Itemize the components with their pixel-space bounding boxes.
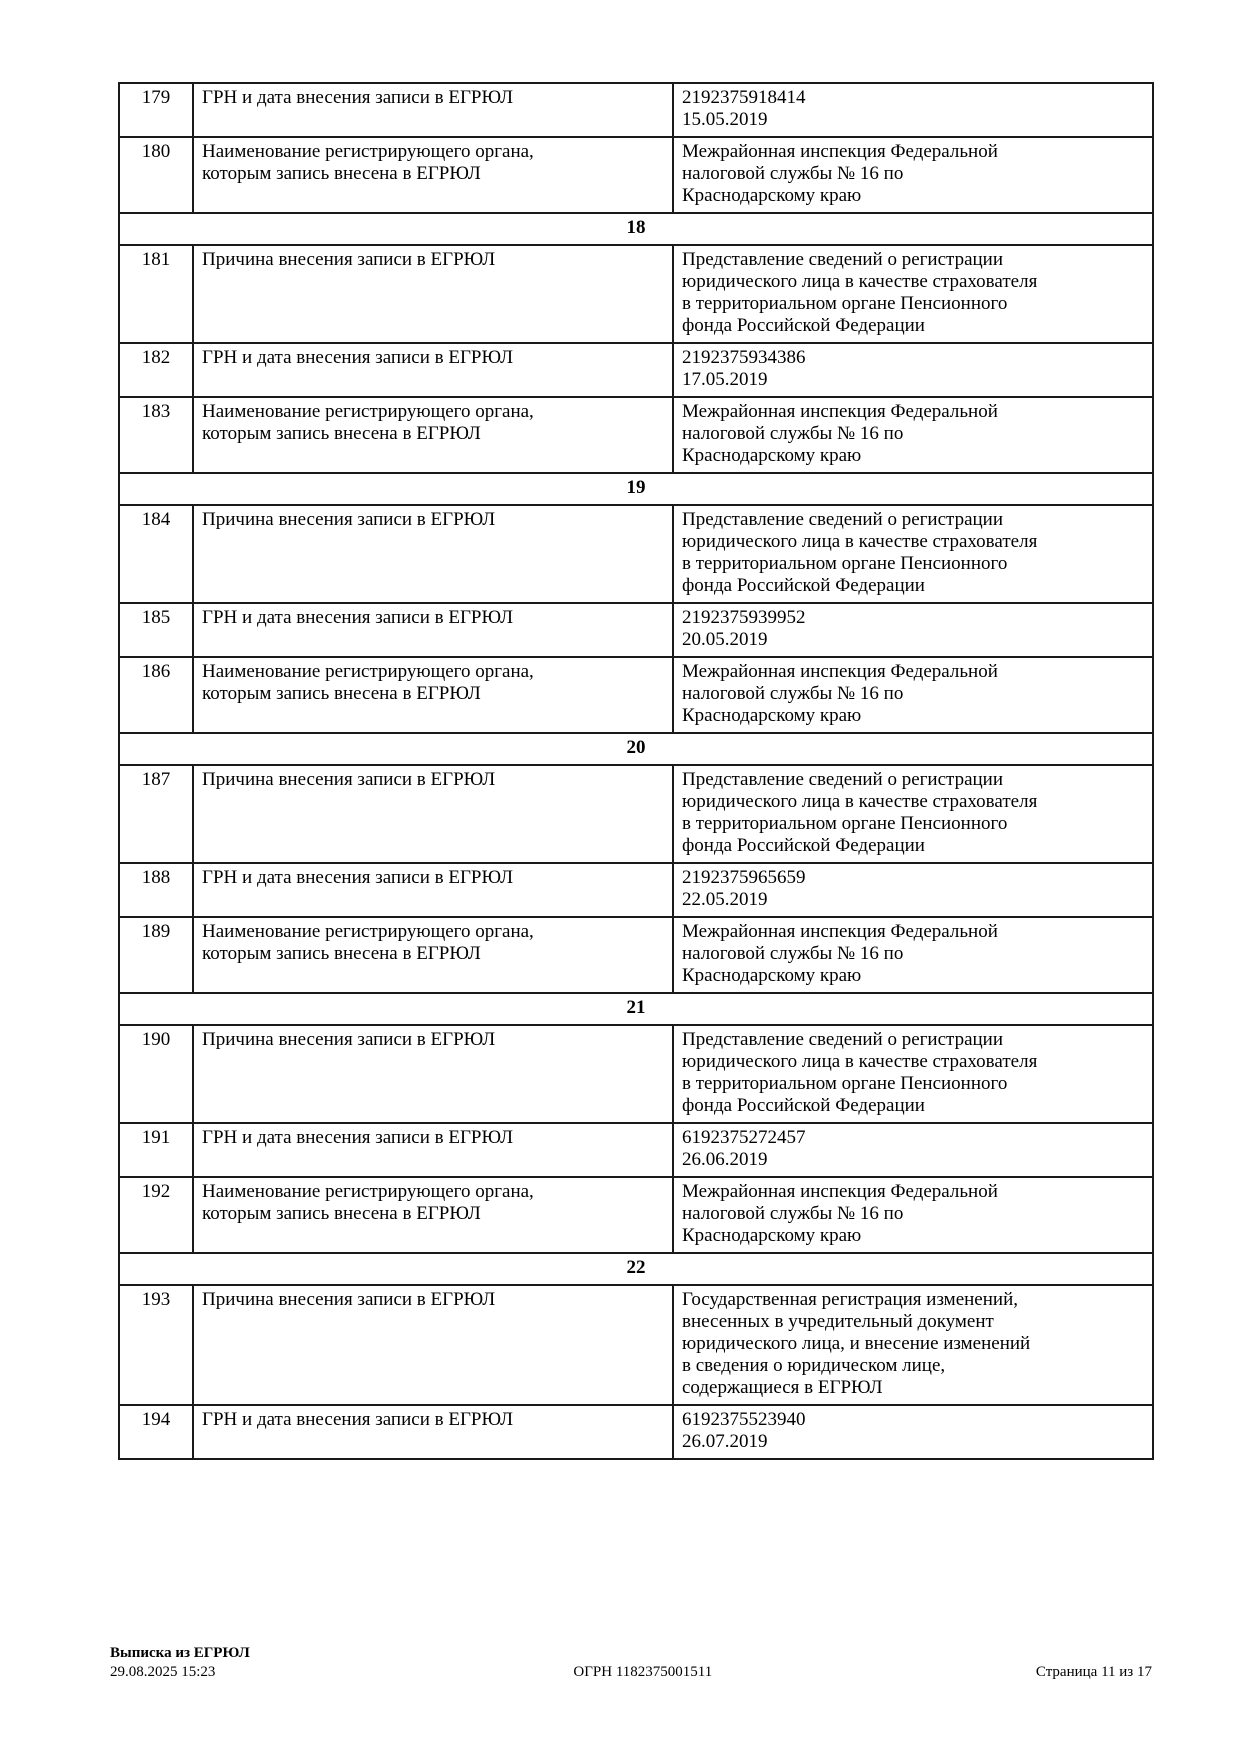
text-line: Представление сведений о регистрации bbox=[682, 509, 1004, 530]
section-number: 18 bbox=[119, 213, 1153, 245]
text-line: фонда Российской Федерации bbox=[682, 1095, 925, 1116]
text-line: 2192375965659 bbox=[682, 867, 806, 888]
row-label bbox=[193, 1123, 673, 1177]
table-row bbox=[119, 505, 1153, 603]
footer-datetime: 29.08.2025 15:23 bbox=[110, 1664, 216, 1680]
text-line: налоговой службы № 16 по bbox=[682, 163, 904, 184]
text-line: Государственная регистрация изменений, bbox=[682, 1289, 1018, 1310]
text-line: Наименование регистрирующего органа, bbox=[202, 401, 534, 422]
row-value bbox=[673, 343, 1153, 397]
row-label bbox=[193, 765, 673, 863]
row-number: 194 bbox=[119, 1405, 193, 1459]
row-label bbox=[193, 1405, 673, 1459]
row-number: 180 bbox=[119, 137, 193, 213]
row-number: 187 bbox=[119, 765, 193, 863]
row-label bbox=[193, 1285, 673, 1405]
text-line: в сведения о юридическом лице, bbox=[682, 1355, 946, 1376]
text-line: 6192375272457 bbox=[682, 1127, 806, 1148]
text-line: Причина внесения записи в ЕГРЮЛ bbox=[202, 509, 496, 530]
row-number: 183 bbox=[119, 397, 193, 473]
text-line: в территориальном органе Пенсионного bbox=[682, 553, 1008, 574]
text-line: Представление сведений о регистрации bbox=[682, 769, 1004, 790]
table-row bbox=[119, 343, 1153, 397]
text-line: которым запись внесена в ЕГРЮЛ bbox=[202, 1203, 481, 1224]
text-line: фонда Российской Федерации bbox=[682, 835, 925, 856]
row-label bbox=[193, 603, 673, 657]
row-number: 191 bbox=[119, 1123, 193, 1177]
footer-page-number: Страница 11 из 17 bbox=[1035, 1664, 1152, 1680]
text-line: 2192375934386 bbox=[682, 347, 806, 368]
text-line: в территориальном органе Пенсионного bbox=[682, 1073, 1008, 1094]
row-label bbox=[193, 245, 673, 343]
text-line: юридического лица в качестве страхователя bbox=[682, 531, 1038, 552]
text-line: которым запись внесена в ЕГРЮЛ bbox=[202, 943, 481, 964]
table-row bbox=[119, 83, 1153, 137]
section-number: 21 bbox=[119, 993, 1153, 1025]
section-row bbox=[119, 1253, 1153, 1285]
text-line: Причина внесения записи в ЕГРЮЛ bbox=[202, 249, 496, 270]
row-label bbox=[193, 1025, 673, 1123]
text-line: Наименование регистрирующего органа, bbox=[202, 661, 534, 682]
row-value bbox=[673, 657, 1153, 733]
row-value bbox=[673, 1177, 1153, 1253]
table-row bbox=[119, 1285, 1153, 1405]
row-value bbox=[673, 397, 1153, 473]
section-row bbox=[119, 733, 1153, 765]
text-line: Наименование регистрирующего органа, bbox=[202, 921, 534, 942]
table-row bbox=[119, 765, 1153, 863]
table-row bbox=[119, 603, 1153, 657]
section-number: 20 bbox=[119, 733, 1153, 765]
text-line: налоговой службы № 16 по bbox=[682, 1203, 904, 1224]
row-number: 182 bbox=[119, 343, 193, 397]
text-line: Межрайонная инспекция Федеральной bbox=[682, 1181, 998, 1202]
text-line: в территориальном органе Пенсионного bbox=[682, 813, 1008, 834]
table-row bbox=[119, 397, 1153, 473]
row-label bbox=[193, 863, 673, 917]
row-value bbox=[673, 1405, 1153, 1459]
text-line: ГРН и дата внесения записи в ЕГРЮЛ bbox=[202, 347, 513, 368]
text-line: Краснодарскому краю bbox=[682, 445, 862, 466]
row-label bbox=[193, 397, 673, 473]
row-number: 193 bbox=[119, 1285, 193, 1405]
text-line: ГРН и дата внесения записи в ЕГРЮЛ bbox=[202, 87, 513, 108]
text-line: Межрайонная инспекция Федеральной bbox=[682, 921, 998, 942]
text-line: Краснодарскому краю bbox=[682, 705, 862, 726]
text-line: налоговой службы № 16 по bbox=[682, 683, 904, 704]
text-line: Представление сведений о регистрации bbox=[682, 1029, 1004, 1050]
row-value bbox=[673, 917, 1153, 993]
section-row bbox=[119, 213, 1153, 245]
egrul-table bbox=[118, 82, 1154, 1460]
text-line: налоговой службы № 16 по bbox=[682, 423, 904, 444]
text-line: которым запись внесена в ЕГРЮЛ bbox=[202, 423, 481, 444]
table-row bbox=[119, 917, 1153, 993]
text-line: 17.05.2019 bbox=[682, 369, 768, 390]
text-line: ГРН и дата внесения записи в ЕГРЮЛ bbox=[202, 1127, 513, 1148]
text-line: налоговой службы № 16 по bbox=[682, 943, 904, 964]
row-value bbox=[673, 603, 1153, 657]
footer-left bbox=[110, 1644, 250, 1682]
row-label bbox=[193, 1177, 673, 1253]
table-row bbox=[119, 1025, 1153, 1123]
page-footer bbox=[110, 1644, 1152, 1682]
table-row bbox=[119, 1405, 1153, 1459]
table-row bbox=[119, 1177, 1153, 1253]
text-line: Межрайонная инспекция Федеральной bbox=[682, 661, 998, 682]
text-line: юридического лица в качестве страхователя bbox=[682, 1051, 1038, 1072]
row-value bbox=[673, 83, 1153, 137]
text-line: юридического лица в качестве страхователя bbox=[682, 271, 1038, 292]
row-value bbox=[673, 765, 1153, 863]
row-value bbox=[673, 863, 1153, 917]
table-row bbox=[119, 245, 1153, 343]
table-row bbox=[119, 863, 1153, 917]
text-line: внесенных в учредительный документ bbox=[682, 1311, 994, 1332]
text-line: Краснодарскому краю bbox=[682, 965, 862, 986]
row-label bbox=[193, 343, 673, 397]
table-row bbox=[119, 137, 1153, 213]
text-line: которым запись внесена в ЕГРЮЛ bbox=[202, 683, 481, 704]
text-line: Причина внесения записи в ЕГРЮЛ bbox=[202, 1289, 496, 1310]
text-line: содержащиеся в ЕГРЮЛ bbox=[682, 1377, 883, 1398]
text-line: Краснодарскому краю bbox=[682, 1225, 862, 1246]
row-value bbox=[673, 1285, 1153, 1405]
row-value bbox=[673, 137, 1153, 213]
row-label bbox=[193, 505, 673, 603]
footer-doc-name: Выписка из ЕГРЮЛ bbox=[110, 1645, 250, 1661]
row-label bbox=[193, 917, 673, 993]
text-line: Наименование регистрирующего органа, bbox=[202, 141, 534, 162]
text-line: ГРН и дата внесения записи в ЕГРЮЛ bbox=[202, 867, 513, 888]
text-line: в территориальном органе Пенсионного bbox=[682, 293, 1008, 314]
row-number: 185 bbox=[119, 603, 193, 657]
text-line: Причина внесения записи в ЕГРЮЛ bbox=[202, 1029, 496, 1050]
text-line: Представление сведений о регистрации bbox=[682, 249, 1004, 270]
row-number: 181 bbox=[119, 245, 193, 343]
row-label bbox=[193, 83, 673, 137]
row-value bbox=[673, 245, 1153, 343]
row-value bbox=[673, 505, 1153, 603]
section-number: 22 bbox=[119, 1253, 1153, 1285]
row-number: 188 bbox=[119, 863, 193, 917]
text-line: Межрайонная инспекция Федеральной bbox=[682, 141, 998, 162]
row-label bbox=[193, 137, 673, 213]
text-line: 2192375918414 bbox=[682, 87, 806, 108]
text-line: 6192375523940 bbox=[682, 1409, 806, 1430]
row-number: 184 bbox=[119, 505, 193, 603]
text-line: Краснодарскому краю bbox=[682, 185, 862, 206]
footer-ogrn: ОГРН 1182375001511 bbox=[573, 1664, 713, 1680]
egrul-table-body bbox=[119, 83, 1153, 1459]
table-row bbox=[119, 657, 1153, 733]
text-line: юридического лица в качестве страхователя bbox=[682, 791, 1038, 812]
row-number: 179 bbox=[119, 83, 193, 137]
text-line: ГРН и дата внесения записи в ЕГРЮЛ bbox=[202, 1409, 513, 1430]
row-value bbox=[673, 1025, 1153, 1123]
row-number: 186 bbox=[119, 657, 193, 733]
row-number: 189 bbox=[119, 917, 193, 993]
row-number: 190 bbox=[119, 1025, 193, 1123]
text-line: 22.05.2019 bbox=[682, 889, 768, 910]
text-line: 2192375939952 bbox=[682, 607, 806, 628]
table-row bbox=[119, 1123, 1153, 1177]
text-line: фонда Российской Федерации bbox=[682, 315, 925, 336]
text-line: 15.05.2019 bbox=[682, 109, 768, 130]
section-row bbox=[119, 993, 1153, 1025]
text-line: Межрайонная инспекция Федеральной bbox=[682, 401, 998, 422]
text-line: 26.07.2019 bbox=[682, 1431, 768, 1452]
text-line: Причина внесения записи в ЕГРЮЛ bbox=[202, 769, 496, 790]
row-number: 192 bbox=[119, 1177, 193, 1253]
text-line: 20.05.2019 bbox=[682, 629, 768, 650]
row-value bbox=[673, 1123, 1153, 1177]
text-line: фонда Российской Федерации bbox=[682, 575, 925, 596]
text-line: которым запись внесена в ЕГРЮЛ bbox=[202, 163, 481, 184]
row-label bbox=[193, 657, 673, 733]
section-number: 19 bbox=[119, 473, 1153, 505]
text-line: 26.06.2019 bbox=[682, 1149, 768, 1170]
text-line: юридического лица, и внесение изменений bbox=[682, 1333, 1031, 1354]
text-line: ГРН и дата внесения записи в ЕГРЮЛ bbox=[202, 607, 513, 628]
section-row bbox=[119, 473, 1153, 505]
text-line: Наименование регистрирующего органа, bbox=[202, 1181, 534, 1202]
